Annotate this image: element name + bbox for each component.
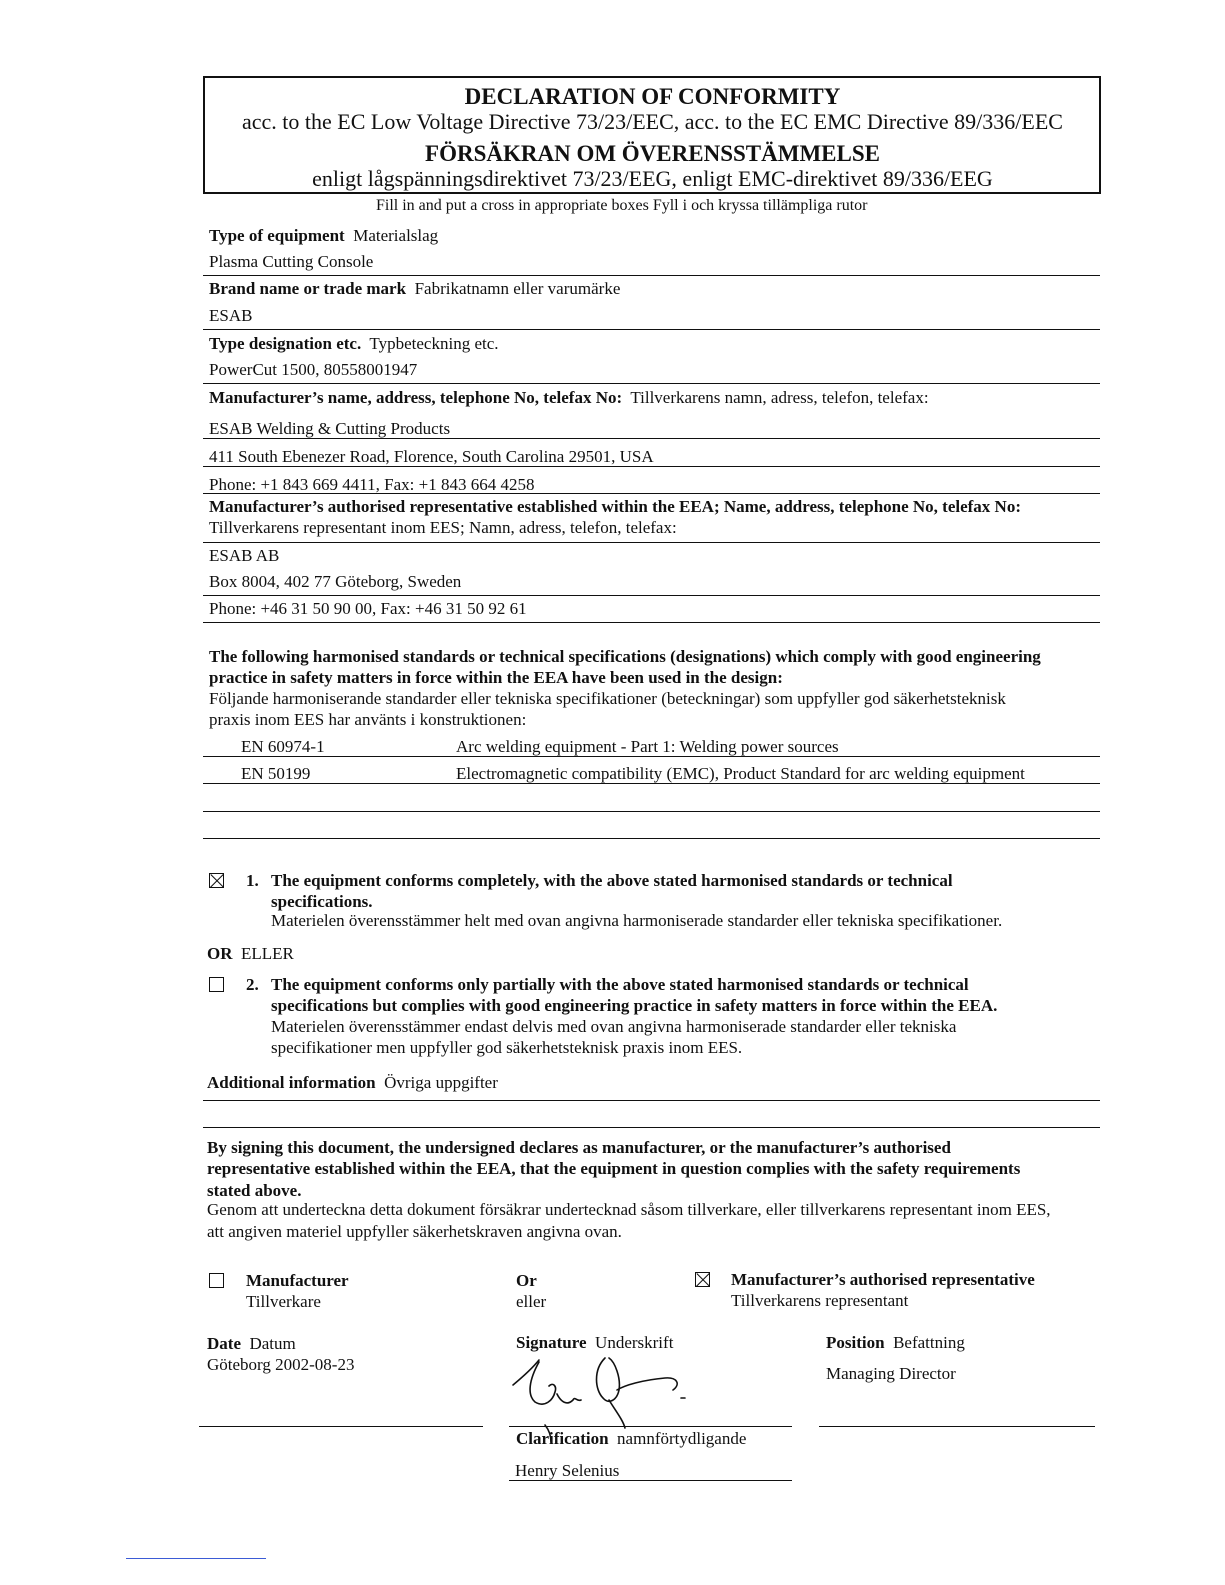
manufacturer-label: Manufacturer’s name, address, telephone No, telefax No: Tillverkarens namn, adress, telefon, telefax: <box>209 388 929 407</box>
option-1-text-sv: Materielen överensstämmer helt med ovan angivna harmoniserade standarder eller tekniska specifikationer. <box>271 911 1003 930</box>
option-2-text-en-1: The equipment conforms only partially with the above stated harmonised standards or technical <box>271 975 969 994</box>
manufacturer-option-label: Manufacturer <box>246 1271 349 1290</box>
representative-option-label: Manufacturer’s authorised representative <box>731 1270 1035 1289</box>
representative-option-label-sv: Tillverkarens representant <box>731 1291 909 1310</box>
standards-intro-sv-1: Följande harmoniserande standarder eller tekniska specifikationer (beteckningar) som uppfyller god säkerhetsteknisk <box>209 689 1006 708</box>
date-label: Date Datum <box>207 1334 296 1353</box>
divider <box>203 1127 1100 1128</box>
option-1-checkbox[interactable] <box>209 873 224 888</box>
type-of-equipment-label: Type of equipment Materialslag <box>209 226 439 245</box>
option-2-text-en-2: specifications but complies with good engineering practice in safety matters in force within the EEA. <box>271 996 998 1015</box>
manufacturer-name: ESAB Welding & Cutting Products <box>209 419 451 438</box>
subtitle-sv: enligt lågspänningsdirektivet 73/23/EEG, enligt EMC-direktivet 89/336/EEG <box>312 166 993 191</box>
or-label: OR ELLER <box>207 944 294 963</box>
divider <box>203 838 1100 839</box>
subtitle-en: acc. to the EC Low Voltage Directive 73/23/EEC, acc. to the EC EMC Directive 89/336/EEC <box>242 109 1063 134</box>
manufacturer-phone: Phone: +1 843 669 4411, Fax: +1 843 664 4258 <box>209 475 535 494</box>
type-of-equipment-value: Plasma Cutting Console <box>209 252 374 271</box>
manufacturer-option-label-sv: Tillverkare <box>246 1292 321 1311</box>
signing-text-sv-1: Genom att underteckna detta dokument försäkrar undertecknad såsom tillverkare, eller tillverkarens representant inom EES, <box>207 1200 1051 1219</box>
representative-phone: Phone: +46 31 50 90 00, Fax: +46 31 50 92 61 <box>209 599 527 618</box>
or-option-label: Or <box>516 1271 537 1290</box>
signing-text-sv-2: att angiven materiel uppfyller säkerhetskraven angivna ovan. <box>207 1222 622 1241</box>
standards-intro-en-2: practice in safety matters in force within the EEA have been used in the design: <box>209 668 783 687</box>
representative-checkbox[interactable] <box>695 1272 710 1287</box>
title-en: DECLARATION OF CONFORMITY <box>464 84 841 109</box>
brand-name-label: Brand name or trade mark Fabrikatnamn eller varumärke <box>209 279 621 298</box>
type-designation-label: Type designation etc. Typbeteckning etc. <box>209 334 499 353</box>
divider <box>819 1426 1095 1427</box>
representative-label: Manufacturer’s authorised representative established within the EEA; Name, address, telephone No, telefax No: <box>209 497 1021 516</box>
manufacturer-address: 411 South Ebenezer Road, Florence, South Carolina 29501, USA <box>209 447 654 466</box>
standard-code: EN 60974-1 <box>241 737 325 756</box>
divider <box>203 542 1100 543</box>
divider <box>509 1480 792 1481</box>
divider <box>203 783 1100 784</box>
option-1-text-en-1: The equipment conforms completely, with the above stated harmonised standards or technical <box>271 871 953 890</box>
standard-description: Arc welding equipment - Part 1: Welding power sources <box>456 737 839 756</box>
title-sv: FÖRSÄKRAN OM ÖVERENSSTÄMMELSE <box>425 141 880 166</box>
divider <box>199 1426 483 1427</box>
page-edge-mark <box>126 1558 266 1559</box>
divider <box>203 466 1100 467</box>
representative-address: Box 8004, 402 77 Göteborg, Sweden <box>209 572 462 591</box>
standards-intro-sv-2: praxis inom EES har använts i konstruktionen: <box>209 710 527 729</box>
position-label: Position Befattning <box>826 1333 965 1352</box>
representative-label-sv: Tillverkarens representant inom EES; Namn, adress, telefon, telefax: <box>209 518 677 537</box>
signing-text-en-3: stated above. <box>207 1181 302 1200</box>
signing-text-en-2: representative established within the EEA, that the equipment in question complies with the safety requirements <box>207 1159 1021 1178</box>
or-option-label-sv: eller <box>516 1292 547 1311</box>
divider <box>203 329 1100 330</box>
divider <box>203 811 1100 812</box>
brand-name-value: ESAB <box>209 306 253 325</box>
standard-code: EN 50199 <box>241 764 311 783</box>
signing-text-en-1: By signing this document, the undersigned declares as manufacturer, or the manufacturer’s authorised <box>207 1138 951 1157</box>
divider <box>203 595 1100 596</box>
type-designation-value: PowerCut 1500, 80558001947 <box>209 360 418 379</box>
divider <box>509 1426 792 1427</box>
divider <box>203 756 1100 757</box>
manufacturer-checkbox[interactable] <box>209 1273 224 1288</box>
date-value: Göteborg 2002-08-23 <box>207 1355 355 1374</box>
option-2-text-sv-1: Materielen överensstämmer endast delvis med ovan angivna harmoniserade standarder eller tekniska <box>271 1017 957 1036</box>
standard-description: Electromagnetic compatibility (EMC), Product Standard for arc welding equipment <box>456 764 1025 783</box>
position-value: Managing Director <box>826 1364 956 1383</box>
option-2-text-sv-2: specifikationer men uppfyller god säkerhetsteknisk praxis inom EES. <box>271 1038 743 1057</box>
divider <box>203 622 1100 623</box>
additional-info-label: Additional information Övriga uppgifter <box>207 1073 498 1092</box>
instruction: Fill in and put a cross in appropriate boxes Fyll i och kryssa tillämpliga rutor <box>376 197 868 214</box>
option-2-number: 2. <box>246 975 259 994</box>
divider <box>203 275 1100 276</box>
divider <box>203 383 1100 384</box>
standards-intro-en-1: The following harmonised standards or technical specifications (designations) which comply with good engineering <box>209 647 1041 666</box>
signature-label: Signature Underskrift <box>516 1333 674 1352</box>
clarification-label: Clarification namnförtydligande <box>516 1429 747 1448</box>
option-2-checkbox[interactable] <box>209 977 224 992</box>
divider <box>203 1100 1100 1101</box>
option-1-number: 1. <box>246 871 259 890</box>
option-1-text-en-2: specifications. <box>271 892 373 911</box>
clarification-value: Henry Selenius <box>515 1461 620 1480</box>
divider <box>203 438 1100 439</box>
representative-name: ESAB AB <box>209 546 280 565</box>
divider <box>203 493 1100 494</box>
